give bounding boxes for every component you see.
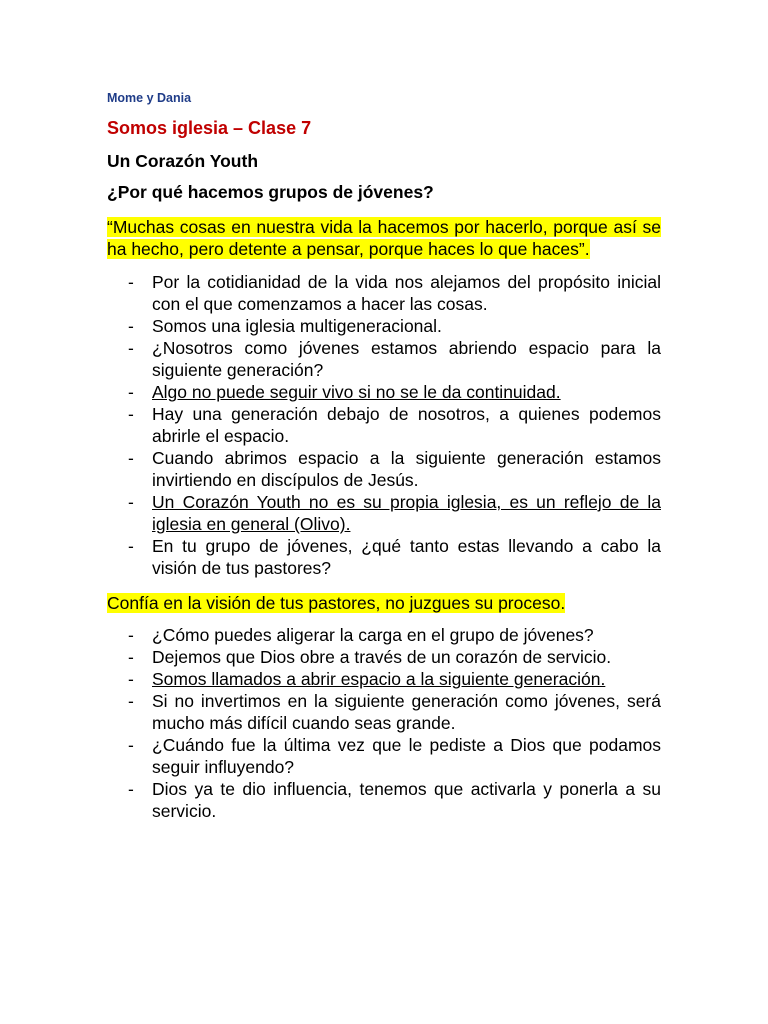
list-item [107, 403, 661, 447]
list-item-text: Hay una generación debajo de nosotros, a quienes podemos abrirle el espacio. [152, 404, 661, 446]
list-item [107, 535, 661, 579]
list-item-text: En tu grupo de jóvenes, ¿qué tanto estas llevando a cabo la visión de tus pastores? [152, 536, 661, 578]
bullet-list-2 [107, 624, 661, 822]
section-question: ¿Por qué hacemos grupos de jóvenes? [107, 182, 434, 202]
bullet-dash: - [128, 536, 134, 556]
list-item [107, 734, 661, 778]
list-item-text: Por la cotidianidad de la vida nos alejamos del propósito inicial con el que comenzamos a hacer las cosas. [152, 272, 661, 314]
list-item-text: Dios ya te dio influencia, tenemos que activarla y ponerla a su servicio. [152, 779, 661, 821]
list-item-text: Cuando abrimos espacio a la siguiente generación estamos invirtiendo en discípulos de Jesús. [152, 448, 661, 490]
trust-statement-text: Confía en la visión de tus pastores, no juzgues su proceso. [107, 593, 566, 613]
bullet-dash: - [128, 735, 134, 755]
bullet-list-1 [107, 271, 661, 579]
document-title: Somos iglesia – Clase 7 [107, 118, 312, 138]
list-item [107, 668, 661, 690]
list-item-text: ¿Cuándo fue la última vez que le pediste a Dios que podamos seguir influyendo? [152, 735, 661, 777]
bullet-dash: - [128, 272, 134, 292]
list-item-text: ¿Nosotros como jóvenes estamos abriendo espacio para la siguiente generación? [152, 338, 661, 380]
author-line: Mome y Dania [107, 91, 192, 105]
list-item [107, 491, 661, 535]
list-item-text: Somos una iglesia multigeneracional. [152, 316, 442, 336]
list-item [107, 315, 661, 337]
bullet-dash: - [128, 338, 134, 358]
list-item-text: Algo no puede seguir vivo si no se le da continuidad. [152, 382, 561, 402]
list-item [107, 337, 661, 381]
list-item [107, 690, 661, 734]
bullet-dash: - [128, 404, 134, 424]
bullet-dash: - [128, 647, 134, 667]
bullet-dash: - [128, 625, 134, 645]
list-item-text: ¿Cómo puedes aligerar la carga en el grupo de jóvenes? [152, 625, 594, 645]
quote-text: “Muchas cosas en nuestra vida la hacemos por hacerlo, porque así se ha hecho, pero detente a pensar, porque haces lo que haces”. [107, 217, 661, 259]
list-item [107, 381, 661, 403]
document-subtitle: Un Corazón Youth [107, 151, 259, 171]
list-item-text: Dejemos que Dios obre a través de un corazón de servicio. [152, 647, 612, 667]
bullet-dash: - [128, 779, 134, 799]
list-item [107, 624, 661, 646]
bullet-dash: - [128, 669, 134, 689]
bullet-dash: - [128, 382, 134, 402]
list-item [107, 447, 661, 491]
list-item [107, 271, 661, 315]
list-item-text: Si no invertimos en la siguiente generación como jóvenes, será mucho más difícil cuando seas grande. [152, 691, 661, 733]
bullet-dash: - [128, 316, 134, 336]
list-item [107, 646, 661, 668]
highlighted-quote [107, 216, 661, 260]
list-item [107, 778, 661, 822]
bullet-dash: - [128, 448, 134, 468]
bullet-dash: - [128, 691, 134, 711]
bullet-dash: - [128, 492, 134, 512]
list-item-text: Un Corazón Youth no es su propia iglesia, es un reflejo de la iglesia en general (Olivo). [152, 492, 661, 534]
list-item-text: Somos llamados a abrir espacio a la siguiente generación. [152, 669, 606, 689]
highlighted-statement [107, 592, 661, 614]
